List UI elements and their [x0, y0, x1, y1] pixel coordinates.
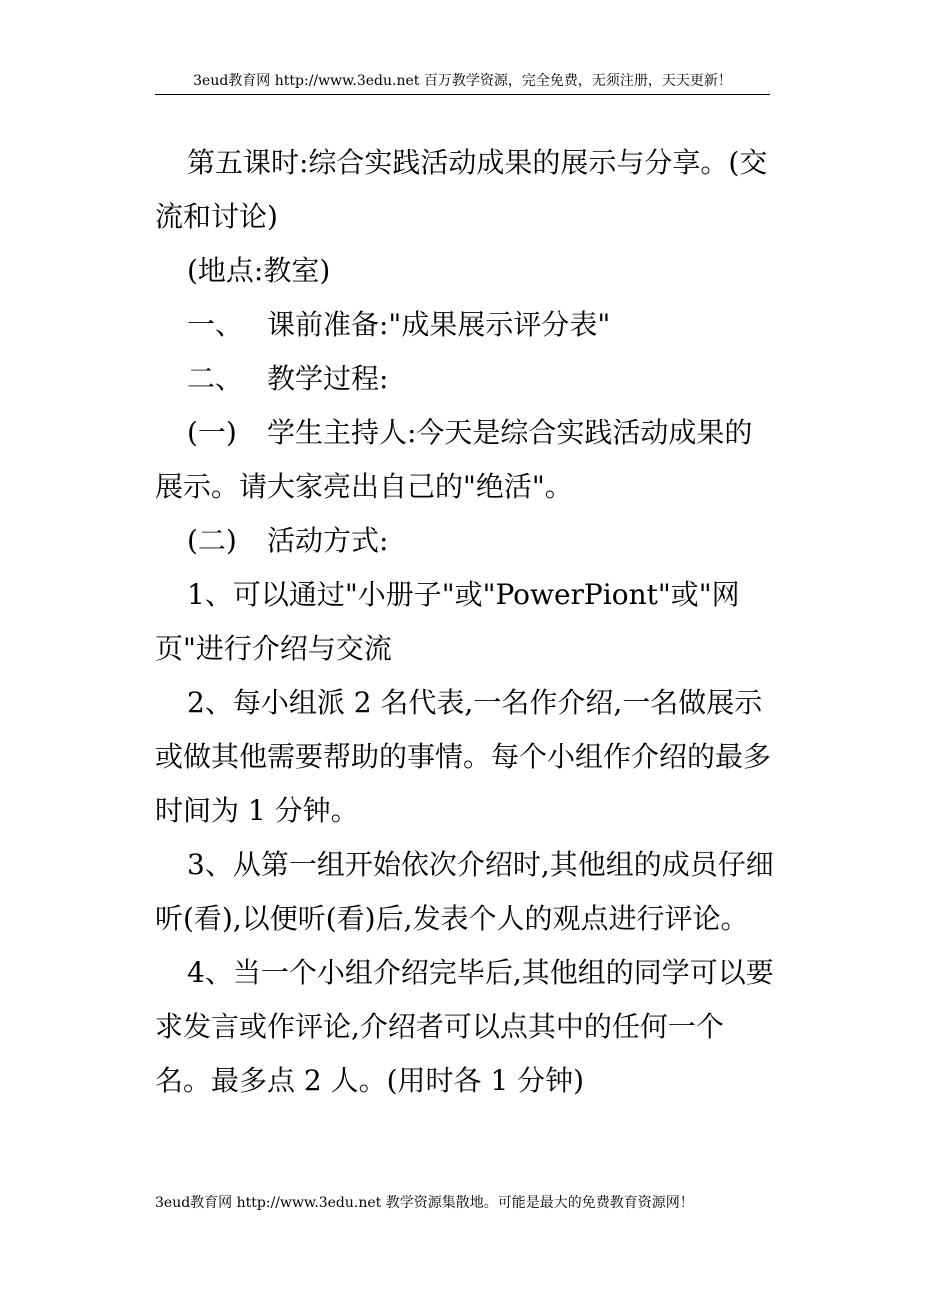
subsection-two-text: 活动方式: [267, 524, 389, 557]
lesson-location: (地点:教室) [187, 254, 331, 287]
section-one [155, 298, 775, 352]
page-header [155, 72, 770, 95]
section-one-text: 课前准备:"成果展示评分表" [267, 308, 611, 341]
section-two-text: 教学过程: [267, 362, 389, 395]
subsection-two-label: (二) [187, 524, 237, 557]
activity-point-4: 4、当一个小组介绍完毕后,其他组的同学可以要求发言或作评论,介绍者可以点其中的任何一个名。最多点 2 人。(用时各 1 分钟) [155, 956, 774, 1097]
document-body [155, 136, 775, 1108]
subsection-one-label: (一) [187, 416, 237, 449]
section-one-label: 一、 [187, 308, 244, 341]
subsection-one-text: 学生主持人:今天是综合实践活动成果的展示。请大家亮出自己的"绝活"。 [155, 416, 753, 503]
section-two-label: 二、 [187, 362, 244, 395]
activity-point-3: 3、从第一组开始依次介绍时,其他组的成员仔细听(看),以便听(看)后,发表个人的观点进行评论。 [155, 848, 774, 935]
footer-text: 3eud教育网 http://www.3edu.net 教学资源集散地。可能是最大的免费教育资源网！ [155, 1195, 694, 1211]
activity-point-1: 1、可以通过"小册子"或"PowerPiont"或"网页"进行介绍与交流 [155, 578, 740, 665]
lesson-title: 第五课时:综合实践活动成果的展示与分享。(交流和讨论) [155, 146, 768, 233]
subsection-one [155, 406, 775, 514]
page-footer [155, 1194, 694, 1212]
subsection-two [155, 514, 775, 568]
activity-point-2: 2、每小组派 2 名代表,一名作介绍,一名做展示或做其他需要帮助的事情。每个小组作介绍的最多时间为 1 分钟。 [155, 686, 772, 827]
header-text: 3eud教育网 http://www.3edu.net 百万教学资源，完全免费，无须注册，天天更新！ [193, 73, 732, 89]
section-two [155, 352, 775, 406]
